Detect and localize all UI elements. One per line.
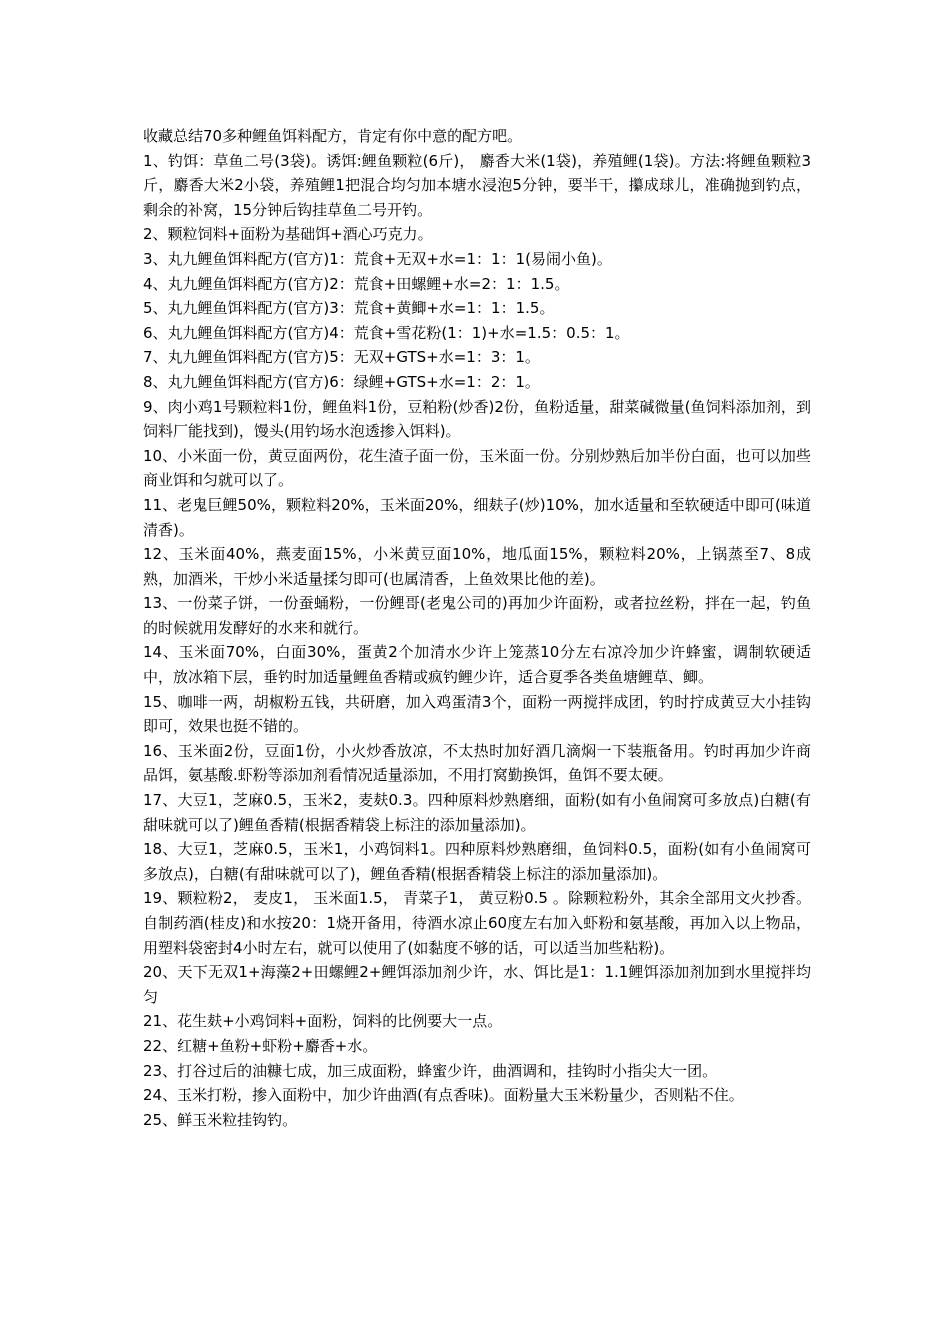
recipe-item-12: 12、玉米面40%，燕麦面15%，小米黄豆面10%，地瓜面15%，颗粒料20%，上锅蒸至7、8成熟，加酒米，干炒小米适量揉匀即可(也属清香，上鱼效果比他的差)。 (143, 545, 811, 588)
recipe-item-23: 23、打谷过后的油糠七成，加三成面粉，蜂蜜少许，曲酒调和，挂钩时小指尖大一团。 (143, 1061, 718, 1080)
recipe-item-13: 13、一份菜子饼，一份蚕蛹粉，一份鲤哥(老鬼公司的)再加少许面粉，或者拉丝粉，拌在一起，钓鱼的时候就用发酵好的水来和就行。 (143, 594, 811, 637)
recipe-item-8: 8、丸九鲤鱼饵料配方(官方)6：绿鲤+GTS+水=1：2：1。 (143, 372, 540, 391)
recipe-item-11: 11、老鬼巨鲤50%，颗粒料20%，玉米面20%，细麸子(炒)10%，加水适量和至软硬适中即可(味道清香)。 (143, 495, 811, 539)
intro-paragraph: 收藏总结70多种鲤鱼饵料配方，肯定有你中意的配方吧。 (143, 127, 523, 145)
recipe-item-17: 17、大豆1，芝麻0.5，玉米2，麦麸0.3。四种原料炒熟磨细，面粉(如有小鱼闹窝可多放点)白糖(有甜味就可以了)鲤鱼香精(根据香精袋上标注的添加量添加)。 (143, 791, 811, 834)
recipe-item-22: 22、红糖+鱼粉+虾粉+麝香+水。 (143, 1036, 378, 1055)
recipe-article (143, 124, 811, 1132)
recipe-item-6: 6、丸九鲤鱼饵料配方(官方)4：荒食+雪花粉(1：1)+水=1.5：0.5：1。 (143, 323, 630, 342)
recipe-item-21: 21、花生麸+小鸡饲料+面粉，饲料的比例要大一点。 (143, 1012, 503, 1031)
recipe-item-5: 5、丸九鲤鱼饵料配方(官方)3：荒食+黄鲫+水=1：1：1.5。 (143, 299, 555, 318)
recipe-item-3: 3、丸九鲤鱼饵料配方(官方)1：荒食+无双+水=1：1：1(易闹小鱼)。 (143, 249, 612, 268)
recipe-item-9: 9、肉小鸡1号颗粒料1份，鲤鱼料1份，豆粕粉(炒香)2份，鱼粉适量，甜菜碱微量(鱼饲料添加剂，到饲料厂能找到)，馒头(用钓场水泡透掺入饵料)。 (143, 397, 811, 441)
recipe-item-15: 15、咖啡一两，胡椒粉五钱，共研磨，加入鸡蛋清3个，面粉一两搅拌成团，钓时拧成黄豆大小挂钩即可，效果也挺不错的。 (143, 692, 811, 736)
recipe-item-18: 18、大豆1，芝麻0.5，玉米1，小鸡饲料1。四种原料炒熟磨细，鱼饲料0.5，面粉(如有小鱼闹窝可多放点)，白糖(有甜味就可以了)，鲤鱼香精(根据香精袋上标注的添加量添加)。 (143, 840, 811, 883)
recipe-item-4: 4、丸九鲤鱼饵料配方(官方)2：荒食+田螺鲤+水=2：1：1.5。 (143, 274, 570, 293)
recipe-item-2: 2、颗粒饲料+面粉为基础饵+酒心巧克力。 (143, 225, 433, 244)
recipe-item-25: 25、鲜玉米粒挂钩钓。 (143, 1110, 298, 1129)
recipe-item-19: 19、颗粒粉2， 麦皮1， 玉米面1.5， 青菜子1， 黄豆粉0.5 。除颗粒粉外，其余全部用文火抄香。自制药酒(桂皮)和水按20：1烧开备用，待酒水凉止60度左右加入虾粉和氨基酸，再加入以上物品，用塑料袋密封4小时左右，就可以使用了(如黏度不够的话，可以适当加些粘粉)。 (143, 889, 811, 957)
recipe-item-7: 7、丸九鲤鱼饵料配方(官方)5：无双+GTS+水=1：3：1。 (143, 348, 540, 367)
recipe-item-10: 10、小米面一份，黄豆面两份，花生渣子面一份，玉米面一份。分别炒熟后加半份白面，也可以加些商业饵和匀就可以了。 (143, 446, 811, 490)
recipe-item-24: 24、玉米打粉，掺入面粉中，加少许曲酒(有点香味)。面粉量大玉米粉量少，否则粘不住。 (143, 1086, 744, 1105)
recipe-item-14: 14、玉米面70%，白面30%，蛋黄2个加清水少许上笼蒸10分左右凉冷加少许蜂蜜，调制软硬适中，放冰箱下层，垂钓时加适量鲤鱼香精或疯钓鲤少许，适合夏季各类鱼塘鲤草、鲫。 (143, 643, 811, 687)
recipe-item-20: 20、天下无双1+海藻2+田螺鲤2+鲤饵添加剂少许，水、饵比是1：1.1鲤饵添加剂加到水里搅拌均匀 (143, 963, 811, 1006)
recipe-item-16: 16、玉米面2份，豆面1份，小火炒香放凉，不太热时加好酒几滴焖一下装瓶备用。钓时再加少许商品饵，氨基酸.虾粉等添加剂看情况适量添加，不用打窝勤换饵，鱼饵不要太硬。 (143, 741, 811, 785)
recipe-item-1: 1、钓饵：草鱼二号(3袋)。诱饵:鲤鱼颗粒(6斤)， 麝香大米(1袋)，养殖鲤(1袋)。方法:将鲤鱼颗粒3斤，麝香大米2小袋，养殖鲤1把混合均匀加本塘水浸泡5分钟，要半干，攥成球儿，准确抛到钓点，剩余的补窝，15分钟后钩挂草鱼二号开钓。 (143, 151, 811, 219)
